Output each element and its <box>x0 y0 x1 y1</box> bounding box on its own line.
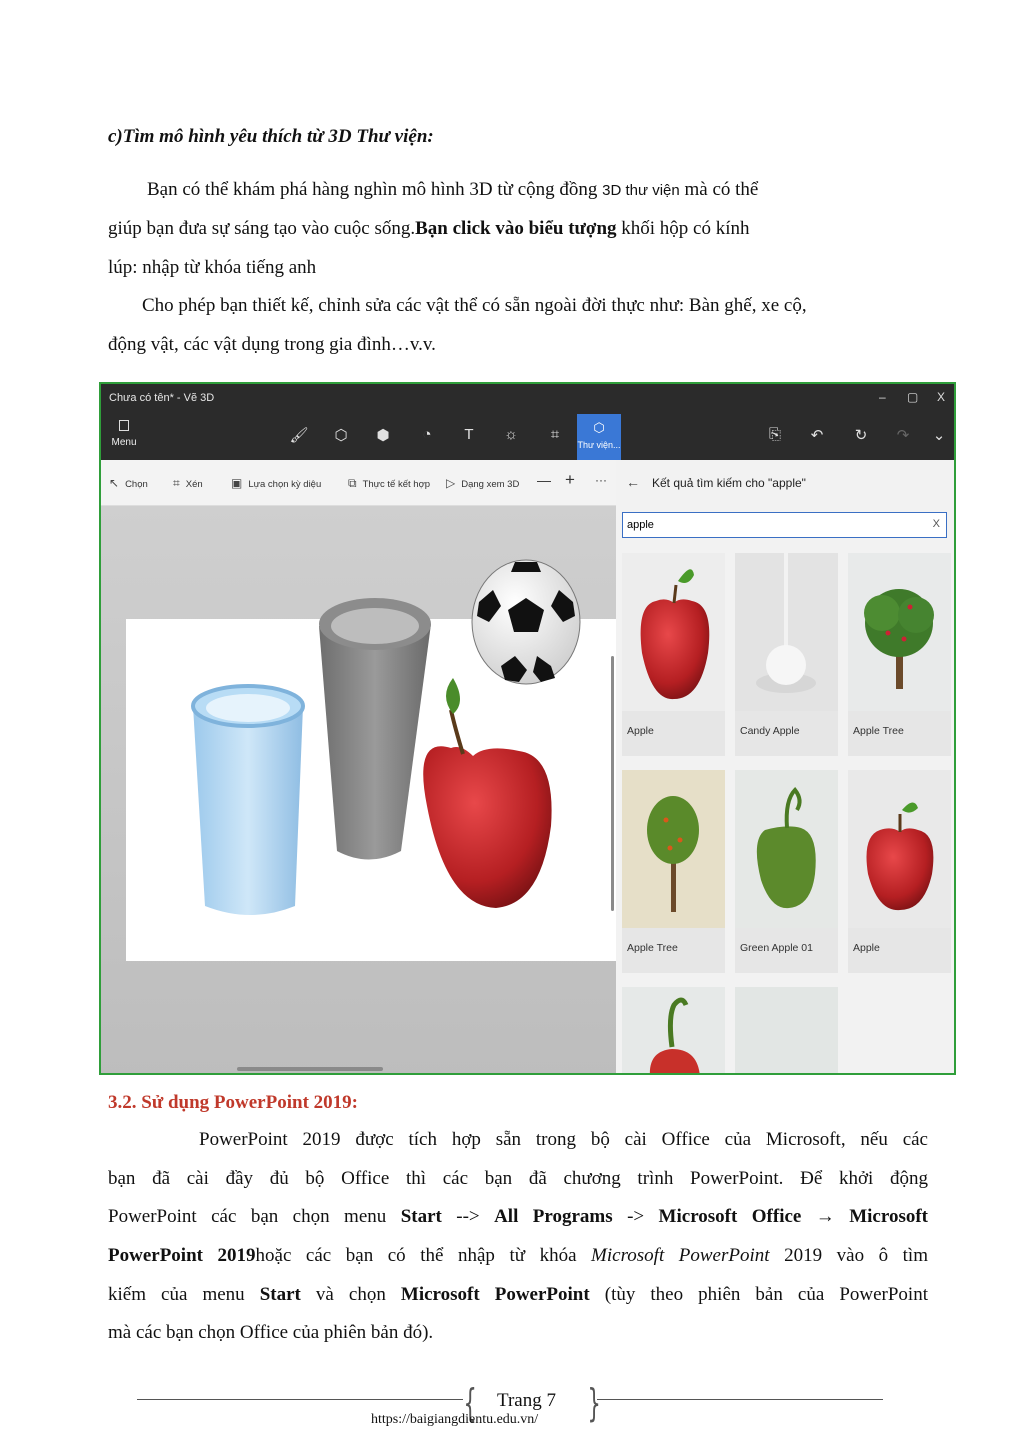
menu-button[interactable] <box>109 416 139 448</box>
undo-icon[interactable]: ↶ <box>810 427 824 444</box>
view-3d-label: Dạng xem 3D <box>461 479 520 490</box>
text-run: 2019 vào ô tìm <box>769 1245 928 1266</box>
result-card[interactable] <box>848 553 951 756</box>
text-run: 3D thư viện <box>602 182 680 199</box>
title-bar <box>101 384 954 412</box>
bold-run: Microsoft <box>849 1206 928 1227</box>
apple-thumbnail <box>848 770 951 928</box>
magic-select-icon: ▣ <box>231 476 243 490</box>
result-card[interactable] <box>735 770 838 973</box>
magic-select-label: Lựa chọn kỳ diệu <box>248 479 322 490</box>
result-label: Apple Tree <box>627 942 678 954</box>
zoom-out-button[interactable]: — <box>537 472 551 488</box>
brush-icon[interactable]: 🖌︎ <box>289 427 309 444</box>
text-run: Bạn có thể khám phá hàng nghìn mô hình 3D từ cộng đồng <box>147 179 603 200</box>
result-card[interactable] <box>622 553 725 756</box>
2d-shapes-icon[interactable]: ⬡ <box>334 427 348 444</box>
candy-apple-thumbnail <box>735 553 838 711</box>
window-title: Chưa có tên* - Vẽ 3D <box>109 392 215 404</box>
glass-object[interactable] <box>193 686 303 915</box>
tree-thumbnail <box>848 553 951 711</box>
mixed-reality-button[interactable] <box>348 476 430 491</box>
paragraph-line: động vật, các vật dụng trong gia đình…v.v. <box>108 334 436 355</box>
apple-stem-thumbnail <box>622 987 725 1075</box>
back-arrow-icon[interactable]: ← <box>626 474 640 490</box>
result-card[interactable] <box>622 987 725 1075</box>
crop-icon: ⌗ <box>173 476 180 490</box>
magic-select-button[interactable] <box>231 476 321 490</box>
select-button[interactable] <box>109 476 148 490</box>
footer-rule-right <box>597 1399 883 1400</box>
paragraph-line: lúp: nhập từ khóa tiếng anh <box>108 257 317 278</box>
bold-run: Bạn click vào biểu tượng <box>415 218 617 239</box>
canvas-area[interactable] <box>101 506 616 1075</box>
arrow-run: → <box>801 1206 850 1227</box>
paragraph-line: PowerPoint 2019 được tích hợp sẵn trong bộ cài Office của Microsoft, nếu các <box>199 1129 928 1150</box>
result-card[interactable] <box>735 987 838 1075</box>
result-card[interactable] <box>622 770 725 973</box>
horizontal-scrollbar[interactable] <box>237 1067 383 1071</box>
panel-header <box>616 460 954 506</box>
section-heading: 3.2. Sử dụng PowerPoint 2019: <box>108 1092 358 1113</box>
canvas-icon[interactable]: ⌗ <box>550 426 560 443</box>
text-icon[interactable]: T <box>464 426 474 443</box>
redo-icon[interactable]: ↷ <box>896 427 910 444</box>
bold-run: All Programs <box>494 1206 613 1227</box>
red-apple-object[interactable] <box>423 678 551 908</box>
cursor-icon: ↖ <box>109 476 120 490</box>
text-run: PowerPoint các bạn chọn menu <box>108 1206 401 1227</box>
select-label: Chọn <box>125 479 148 490</box>
result-label: Green Apple 01 <box>740 942 813 954</box>
text-run: -> <box>612 1206 659 1227</box>
minimize-button[interactable]: – <box>879 390 886 404</box>
apple-thumbnail <box>622 553 725 711</box>
italic-run: Microsoft PowerPoint <box>591 1245 770 1266</box>
text-run: (tùy theo phiên bản của PowerPoint <box>589 1284 928 1305</box>
result-label: Candy Apple <box>740 725 800 737</box>
view-3d-icon: ▷ <box>446 476 456 490</box>
effects-icon[interactable]: ☼ <box>504 426 518 443</box>
paste-icon[interactable]: ⎘ <box>768 426 781 443</box>
text-run: mà có thể <box>679 179 759 200</box>
secondary-toolbar <box>101 460 616 506</box>
library-panel <box>616 460 954 1075</box>
3d-shapes-icon[interactable]: ⬢ <box>376 427 390 444</box>
main-toolbar <box>101 412 954 460</box>
search-input[interactable] <box>627 516 917 534</box>
crop-button[interactable] <box>173 476 203 491</box>
text-run: --> <box>441 1206 495 1227</box>
bold-run: Microsoft PowerPoint <box>400 1284 590 1305</box>
gray-cup-object[interactable] <box>319 598 431 860</box>
scene-objects <box>101 506 616 1075</box>
cube-search-icon: ⬡ <box>593 420 605 435</box>
tab-3d-library[interactable] <box>577 414 621 460</box>
panel-title: Kết quả tìm kiếm cho "apple" <box>652 476 806 490</box>
tree-thumbnail <box>622 770 725 928</box>
footer-brace-left: { <box>463 1381 477 1425</box>
mixed-reality-icon: ⧉ <box>348 476 357 490</box>
text-run: kiếm của menu <box>108 1284 260 1305</box>
paragraph-line: mà các bạn chọn Office của phiên bản đó). <box>108 1322 434 1343</box>
menu-label: Menu <box>111 437 137 448</box>
page-number: Trang 7 <box>497 1390 556 1411</box>
text-run: giúp bạn đưa sự sáng tạo vào cuộc sống. <box>108 218 416 239</box>
more-button[interactable]: ··· <box>595 473 607 487</box>
view-3d-button[interactable] <box>446 476 519 490</box>
bold-run: Start <box>400 1206 442 1227</box>
text-run: khối hộp có kính <box>616 218 750 239</box>
stickers-icon[interactable]: ◔ <box>422 426 432 443</box>
paragraph-line <box>147 177 758 204</box>
mixed-reality-label: Thực tế kết hợp <box>362 479 431 490</box>
result-label: Apple Tree <box>853 725 904 737</box>
paragraph-line <box>108 1243 928 1269</box>
paragraph-line <box>108 1282 928 1308</box>
library-search <box>622 512 947 538</box>
soccer-ball-object[interactable] <box>472 560 580 684</box>
text-run: và chọn <box>300 1284 401 1305</box>
result-label: Apple <box>853 942 880 954</box>
result-label: Apple <box>627 725 654 737</box>
vertical-scrollbar[interactable] <box>611 656 614 911</box>
blank-thumbnail <box>735 987 838 1075</box>
result-card[interactable] <box>735 553 838 756</box>
paragraph-line <box>108 1204 928 1230</box>
paint3d-screenshot <box>99 382 956 1075</box>
text-run: hoặc các bạn có thể nhập từ khóa <box>255 1245 592 1266</box>
paragraph-line <box>108 216 750 242</box>
history-icon[interactable]: ↻ <box>854 427 868 444</box>
clear-search-icon[interactable]: X <box>932 518 940 530</box>
bold-run: Microsoft Office <box>658 1206 802 1227</box>
paragraph-line: Cho phép bạn thiết kế, chỉnh sửa các vật thể có sẵn ngoài đời thực như: Bàn ghế, xe cộ, <box>142 295 807 316</box>
section-heading-c: c)Tìm mô hình yêu thích từ 3D Thư viện: <box>108 126 434 147</box>
library-tab-label: Thư viện... <box>577 440 621 450</box>
close-button[interactable]: X <box>937 390 946 404</box>
footer-brace-right: } <box>587 1381 601 1425</box>
bold-run: Start <box>259 1284 301 1305</box>
result-card[interactable] <box>848 770 951 973</box>
footer-rule-left <box>137 1399 463 1400</box>
restore-button[interactable]: ▢ <box>907 390 919 404</box>
menu-icon <box>119 420 129 431</box>
footer-url[interactable]: https://baigiangdientu.edu.vn/ <box>371 1412 539 1427</box>
zoom-in-button[interactable]: + <box>565 470 575 489</box>
green-apple-thumbnail <box>735 770 838 928</box>
crop-label: Xén <box>185 479 203 490</box>
paragraph-line: bạn đã cài đầy đủ bộ Office thì các bạn đã chương trình PowerPoint. Để khởi động <box>108 1168 928 1189</box>
bold-run: PowerPoint 2019 <box>108 1245 256 1266</box>
chevron-down-icon[interactable]: ⌄ <box>932 427 946 444</box>
